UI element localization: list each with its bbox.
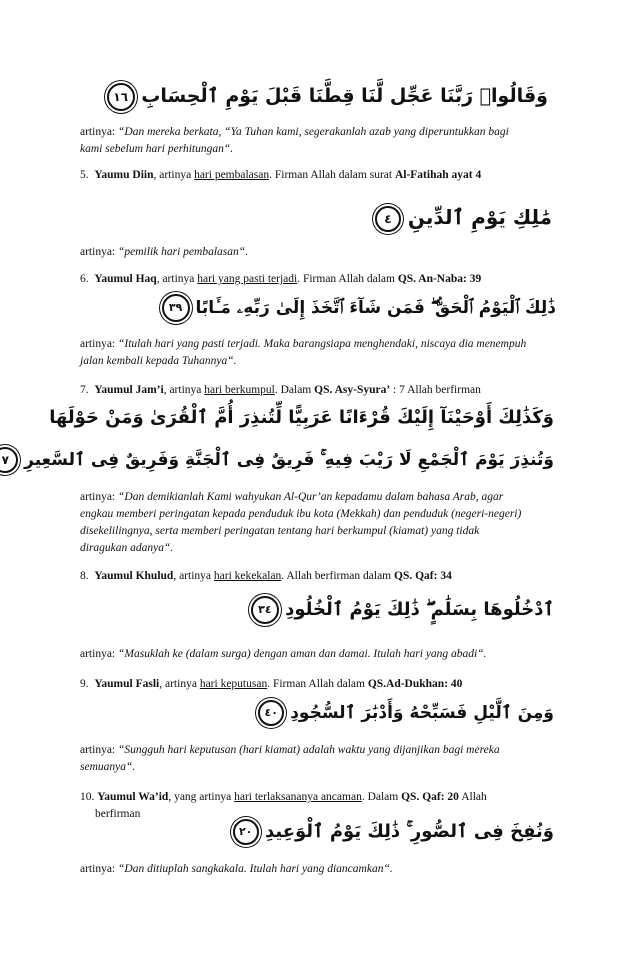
translation-4 (80, 244, 560, 261)
ayah-number-marker: ٢٠ (233, 819, 259, 845)
item-text: , yang artinya (168, 791, 232, 803)
translation-text: “pemilik hari pembalasan“. (118, 246, 249, 258)
item-number: 9. (80, 678, 89, 690)
verse-text: وَمِنَ ٱلَّيْلِ فَسَبِّحْهُ وَأَدْبَٰرَ ٱلسُّجُودِ (290, 703, 554, 723)
item-text: Allah (461, 791, 487, 803)
list-item-9 (80, 676, 462, 693)
list-item-6 (80, 271, 481, 288)
translation-39 (80, 336, 560, 370)
item-number: 5. (80, 169, 89, 181)
item-text: . Firman Allah dalam (297, 273, 395, 285)
translation-text: “Itulah hari yang pasti terjadi. Maka barangsiapa menghendaki, niscaya dia menempuh (118, 338, 527, 350)
translation-text: jalan kembali kepada Tuhannya“. (80, 355, 237, 367)
translation-prefix: artinya: (80, 491, 116, 503)
verse-text: وَنُفِخَ فِى ٱلصُّورِ ۚ ذَٰلِكَ يَوْمُ ٱلْوَعِيدِ (264, 821, 554, 842)
term-name: Yaumul Wa’id (97, 791, 169, 803)
translation-34 (80, 646, 560, 663)
translation-text: “Masuklah ke (dalam surga) dengan aman dan damai. Itulah hari yang abadi“. (118, 648, 487, 660)
list-item-10-continuation (95, 806, 140, 823)
surah-reference: QS.Ad-Dukhan: 40 (367, 678, 463, 690)
translation-prefix: artinya: (80, 126, 116, 138)
item-text: . Dalam (361, 791, 399, 803)
translation-7 (80, 489, 560, 557)
translation-prefix: artinya: (80, 246, 116, 258)
item-text: : 7 Allah berfirman (393, 384, 481, 396)
item-text: , artinya (156, 273, 195, 285)
arabic-verse-39 (168, 288, 556, 328)
surah-reference: QS. Qaf: 20 (401, 791, 459, 803)
verse-text: ذَٰلِكَ ٱلْيَوْمُ ٱلْحَقُّ ۖ فَمَن شَآءَ ٱتَّخَذَ إِلَىٰ رَبِّهِۦ مَـَٔابًا (195, 298, 556, 318)
verse-text: ٱدْخُلُوهَا بِسَلَٰمٍ ۖ ذَٰلِكَ يَوْمُ ٱلْخُلُودِ (285, 599, 554, 620)
item-text: , artinya (159, 678, 197, 690)
translation-16 (80, 124, 560, 158)
verse-text: مَٰلِكِ يَوْمِ ٱلدِّينِ (407, 205, 552, 229)
translation-text: “Dan ditiuplah sangkakala. Itulah hari yang diancamkan“. (118, 863, 393, 875)
item-text: , artinya (163, 384, 202, 396)
ayah-number-marker: ٤٠ (258, 700, 284, 726)
item-text: . Firman Allah dalam (267, 678, 365, 690)
surah-reference: QS. An-Naba: 39 (397, 273, 482, 285)
item-text: , artinya (153, 169, 192, 181)
ayah-number-marker: ٤ (375, 206, 401, 232)
arabic-verse-7-line-1 (49, 398, 554, 438)
item-number: 7. (80, 384, 89, 396)
term-name: Yaumul Khulud (94, 570, 174, 582)
surah-reference: Al-Fatihah ayat 4 (394, 169, 482, 181)
item-text: , artinya (173, 570, 212, 582)
surah-reference: QS. Qaf: 34 (394, 570, 452, 582)
term-meaning: hari pembalasan (194, 169, 270, 181)
translation-text: diragukan adanya“. (80, 542, 174, 554)
translation-text: engkau memberi peringatan kepada penduduk ibu kota (Mekkah) dan penduduk (negeri-negeri) (80, 508, 522, 520)
term-name: Yaumul Fasli (94, 678, 160, 690)
ayah-number-marker: ٣٤ (251, 596, 279, 624)
translation-text: semuanya“. (80, 761, 136, 773)
translation-prefix: artinya: (80, 338, 116, 350)
translation-prefix: artinya: (80, 744, 116, 756)
list-item-8 (80, 568, 452, 585)
term-meaning: hari kekekalan (213, 570, 282, 582)
term-meaning: hari yang pasti terjadi (197, 273, 298, 285)
translation-text: disekelilingnya, serta memberi peringatan tentang hari berkumpul (kiamat) yang tidak (80, 525, 480, 537)
item-text: . Dalam (274, 384, 312, 396)
arabic-verse-40 (264, 693, 554, 733)
list-item-7 (80, 382, 481, 399)
term-name: Yaumul Jam’i (94, 384, 164, 396)
arabic-verse-16 (113, 76, 548, 116)
verse-text: وَتُنذِرَ يَوْمَ ٱلْجَمْعِ لَا رَيْبَ فِيهِ ۚ فَرِيقٌ فِى ٱلْجَنَّةِ وَفَرِيقٌ فِى ٱلسَّعِيرِ (24, 450, 554, 470)
translation-text: “Sungguh hari keputusan (hari kiamat) adalah waktu yang dijanjikan bagi mereka (118, 744, 500, 756)
term-name: Yaumu Diin (94, 169, 154, 181)
item-number: 6. (80, 273, 89, 285)
verse-text: وَقَالُوا۟ رَبَّنَا عَجِّل لَّنَا قِطَّنَا قَبْلَ يَوْمِ ٱلْحِسَابِ (141, 85, 548, 107)
translation-40 (80, 742, 560, 776)
item-text: berfirman (95, 808, 141, 820)
arabic-verse-34 (258, 590, 554, 630)
translation-text: kami sebelum hari perhitungan“. (80, 143, 234, 155)
ayah-number-marker: ٣٩ (162, 294, 190, 322)
ayah-number-marker: ١٦ (107, 83, 135, 111)
translation-text: “Dan demikianlah Kami wahyukan Al-Qur’an kepadamu dalam bahasa Arab, agar (118, 491, 504, 503)
item-number: 10. (80, 791, 95, 803)
surah-reference: QS. Asy-Syura’ (314, 384, 391, 396)
term-meaning: hari terlaksananya ancaman (234, 791, 362, 803)
term-meaning: hari berkumpul (204, 384, 275, 396)
term-name: Yaumul Haq (94, 273, 157, 285)
item-text: . Allah berfirman dalam (281, 570, 392, 582)
verse-text: وَكَذَٰلِكَ أَوْحَيْنَآ إِلَيْكَ قُرْءَانًا عَرَبِيًّا لِّتُنذِرَ أُمَّ ٱلْقُرَىٰ وَمَنْ حَوْلَهَا (49, 407, 554, 428)
arabic-verse-7-line-2 (1, 440, 554, 480)
translation-text: “Dan mereka berkata, “Ya Tuhan kami, segerakanlah azab yang diperuntukkan bagi (118, 126, 509, 138)
translation-20 (80, 861, 560, 878)
item-text: . Firman Allah dalam surat (269, 169, 393, 181)
item-number: 8. (80, 570, 89, 582)
arabic-verse-4 (344, 197, 552, 237)
list-item-10 (80, 789, 487, 806)
list-item-5 (80, 167, 481, 184)
ayah-number-marker: ٧ (0, 447, 18, 473)
translation-prefix: artinya: (80, 648, 116, 660)
translation-prefix: artinya: (80, 863, 116, 875)
term-meaning: hari keputusan (199, 678, 268, 690)
arabic-verse-20 (238, 812, 554, 852)
